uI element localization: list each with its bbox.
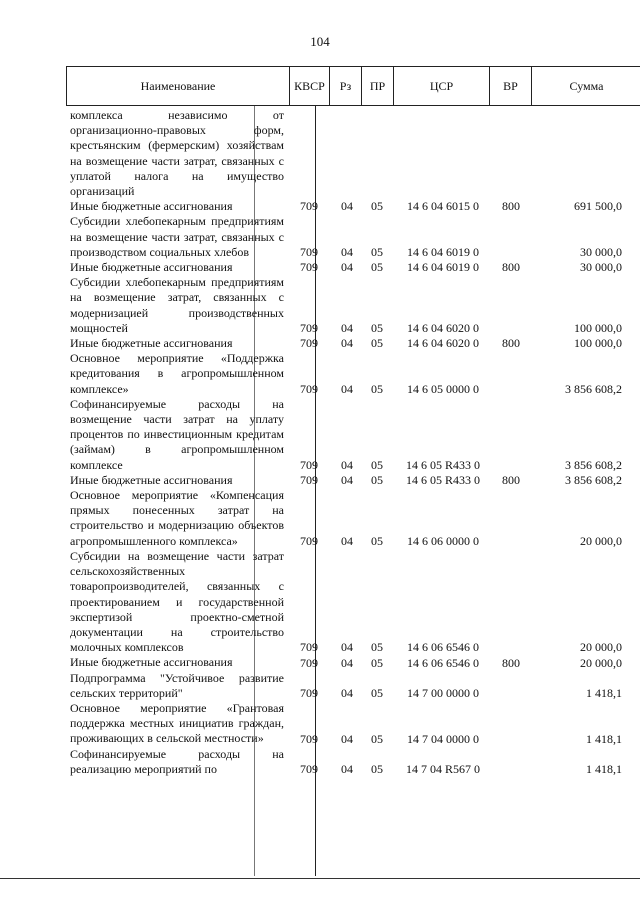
row-vr-cell [496,184,526,199]
row-vr-cell [496,245,526,260]
row-name-cell: Субсидии на возмещение части затрат сельскохозяйственных товаропроизводителей, связанных с проектированием и государственной экспертизой проектно-сметной документации на строительство молочных комплексов [70,548,284,655]
row-sum-cell: 100 000,0 [574,321,622,336]
row-vr-cell [496,534,526,549]
table-row [0,473,640,488]
row-rz-cell: 04 [341,457,353,472]
row-name-cell: Подпрограмма "Устойчивое развитие сельских территорий" [70,670,284,700]
row-vr-cell: 800 [502,655,520,670]
row-name-cell: Софинансируемые расходы на реализацию мероприятий по [70,746,284,776]
table-row [0,549,640,655]
table-row [0,488,640,549]
row-vr-cell: 800 [502,199,520,214]
row-kvsr-cell: 709 [300,761,318,776]
table-row [0,214,640,260]
row-sum-cell: 30 000,0 [580,260,622,275]
row-name-cell: Иные бюджетные ассигнования [70,472,233,487]
row-kvsr-cell: 709 [300,533,318,548]
row-vr-cell [496,686,526,701]
table-row [0,275,640,336]
column-header-sum: Сумма [531,67,640,105]
row-kvsr-cell: 709 [300,655,318,670]
row-vr-cell [496,640,526,655]
row-sum-cell: 1 418,1 [586,685,622,700]
row-pr-cell: 05 [371,473,383,488]
column-header-vr: ВР [489,67,531,105]
row-rz-cell: 04 [341,685,353,700]
row-kvsr-cell: 709 [300,321,318,336]
row-kvsr-cell: 709 [300,457,318,472]
row-rz-cell: 04 [341,731,353,746]
row-vr-cell [496,732,526,747]
row-csr-cell: 14 6 06 6546 0 [407,655,479,670]
row-rz-cell: 04 [341,260,353,275]
row-csr-cell: 14 6 04 6019 0 [407,260,479,275]
row-pr-cell [366,184,388,199]
table-row [0,199,640,214]
row-csr-cell: 14 7 00 0000 0 [407,685,479,700]
row-vr-cell: 800 [502,473,520,488]
row-csr-cell [393,184,493,199]
row-kvsr-cell: 709 [300,381,318,396]
row-name-cell: Основное мероприятие «Грантовая поддержка местных инициатив граждан, проживающих в сельской местности» [70,700,284,746]
row-vr-cell [496,382,526,397]
row-name-cell: Иные бюджетные ассигнования [70,655,233,670]
row-rz-cell: 04 [341,336,353,351]
row-vr-cell: 800 [502,260,520,275]
page-number: 104 [310,34,330,49]
row-csr-cell: 14 6 05 R433 0 [405,473,480,488]
row-csr-cell: 14 6 06 0000 0 [407,533,479,548]
row-rz-cell: 04 [341,321,353,336]
row-name-cell: Софинансируемые расходы на возмещение части затрат на уплату процентов по инвестиционным кредитам (займам) в агропромышленном комплексе [70,396,284,472]
table-row [0,747,640,777]
row-kvsr-cell: 709 [300,336,318,351]
row-rz-cell: 04 [341,199,353,214]
row-pr-cell: 05 [371,761,383,776]
row-sum-cell: 691 500,0 [574,199,622,214]
row-pr-cell: 05 [371,655,383,670]
page-bottom-edge [0,878,640,879]
row-pr-cell: 05 [371,381,383,396]
row-vr-cell: 800 [502,336,520,351]
row-sum-cell [530,184,622,199]
row-name-cell: Иные бюджетные ассигнования [70,199,233,214]
row-name-cell: Субсидии хлебопекарным предприятиям на возмещение затрат, связанных с модернизацией производственных мощностей [70,275,284,335]
row-rz-cell [336,184,358,199]
table-row [0,260,640,275]
table-row [0,701,640,747]
row-sum-cell: 20 000,0 [580,640,622,655]
row-sum-cell: 1 418,1 [586,731,622,746]
table-body [0,108,640,777]
row-sum-cell: 3 856 608,2 [565,473,622,488]
table-row [0,108,640,199]
row-kvsr-cell: 709 [300,473,318,488]
row-pr-cell: 05 [371,731,383,746]
row-csr-cell: 14 7 04 R567 0 [405,761,480,776]
row-csr-cell: 14 6 06 6546 0 [407,640,479,655]
row-csr-cell: 14 6 04 6020 0 [407,321,479,336]
row-csr-cell: 14 6 05 R433 0 [405,457,480,472]
table-row [0,351,640,397]
row-kvsr-cell: 709 [300,199,318,214]
row-name-cell: Иные бюджетные ассигнования [70,336,233,351]
row-pr-cell: 05 [371,336,383,351]
row-rz-cell: 04 [341,473,353,488]
row-rz-cell: 04 [341,640,353,655]
row-csr-cell: 14 6 04 6019 0 [407,245,479,260]
row-pr-cell: 05 [371,533,383,548]
row-csr-cell: 14 6 04 6020 0 [407,336,479,351]
row-csr-cell: 14 6 04 6015 0 [407,199,479,214]
row-rz-cell: 04 [341,533,353,548]
column-header-kvsr: КВСР [289,67,329,105]
row-pr-cell: 05 [371,260,383,275]
table-row [0,397,640,473]
table-header [66,66,640,106]
row-pr-cell: 05 [371,685,383,700]
row-kvsr-cell: 709 [300,731,318,746]
table-row [0,655,640,670]
row-vr-cell [496,762,526,777]
row-sum-cell: 20 000,0 [580,655,622,670]
row-pr-cell: 05 [371,199,383,214]
row-vr-cell [496,458,526,473]
table-row [0,336,640,351]
row-pr-cell: 05 [371,457,383,472]
table-row [0,671,640,701]
row-kvsr-cell: 709 [300,260,318,275]
row-rz-cell: 04 [341,655,353,670]
row-sum-cell: 100 000,0 [574,336,622,351]
row-sum-cell: 30 000,0 [580,245,622,260]
column-header-rz: Рз [329,67,361,105]
column-header-pr: ПР [361,67,393,105]
row-sum-cell: 20 000,0 [580,533,622,548]
row-name-cell: Иные бюджетные ассигнования [70,260,233,275]
row-name-cell: комплекса независимо от организационно-правовых форм, крестьянским (фермерским) хозяйствам на возмещение части затрат, связанных с уплатой налога на имущество организаций [70,108,284,199]
row-name-cell: Основное мероприятие «Поддержка кредитования в агропромышленном комплексе» [70,351,284,396]
row-vr-cell [496,321,526,336]
row-csr-cell: 14 7 04 0000 0 [407,731,479,746]
row-sum-cell: 3 856 608,2 [565,381,622,396]
row-kvsr-cell [293,184,325,199]
column-header-name: Наименование [140,78,216,93]
row-sum-cell: 1 418,1 [586,761,622,776]
row-pr-cell: 05 [371,321,383,336]
row-kvsr-cell: 709 [300,685,318,700]
row-kvsr-cell: 709 [300,245,318,260]
row-kvsr-cell: 709 [300,640,318,655]
row-name-cell: Основное мероприятие «Компенсация прямых понесенных затрат на строительство и модернизацию объектов агропромышленного комплекса» [70,488,284,548]
row-rz-cell: 04 [341,381,353,396]
row-rz-cell: 04 [341,245,353,260]
column-header-csr: ЦСР [393,67,489,105]
row-csr-cell: 14 6 05 0000 0 [407,381,479,396]
row-sum-cell: 3 856 608,2 [565,457,622,472]
row-name-cell: Субсидии хлебопекарным предприятиям на возмещение части затрат, связанных с производством социальных хлебов [70,214,284,259]
row-pr-cell: 05 [371,245,383,260]
row-pr-cell: 05 [371,640,383,655]
row-rz-cell: 04 [341,761,353,776]
